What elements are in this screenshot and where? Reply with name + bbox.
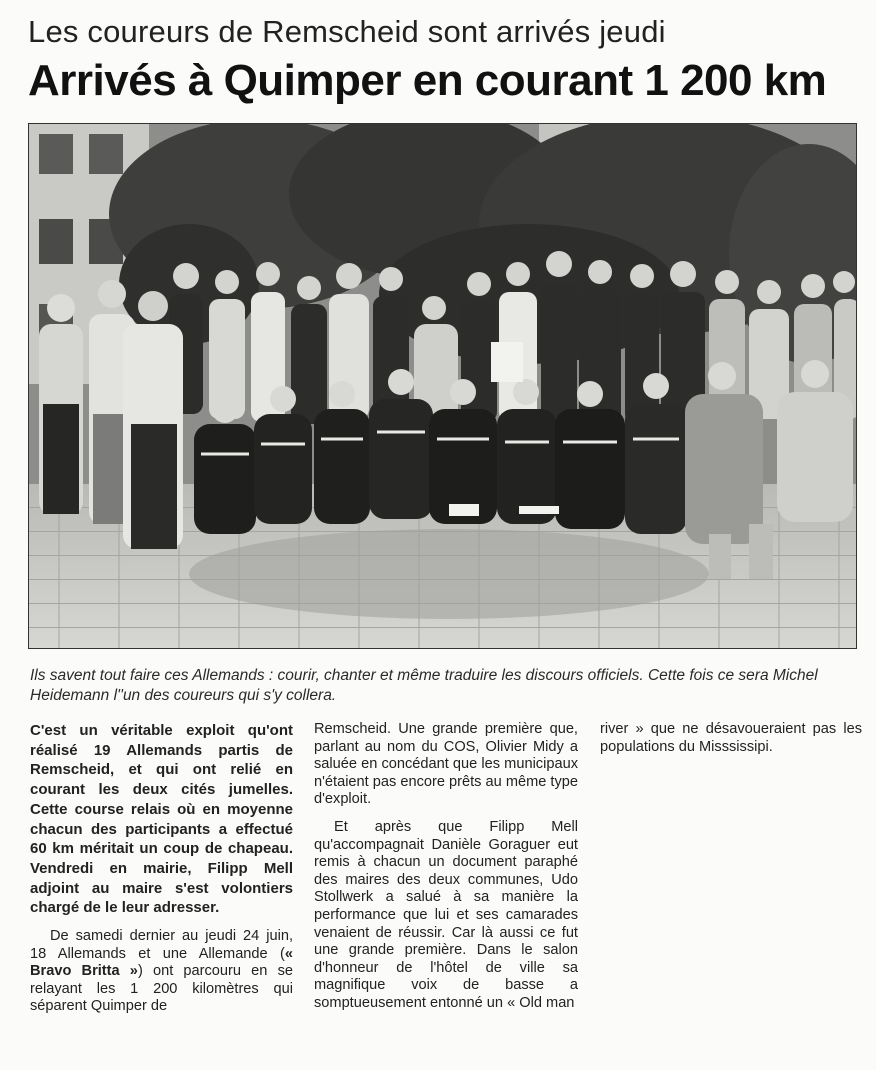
bravo-britta: « Bravo Britta »	[30, 945, 293, 980]
col2-continuation: Remscheid. Une grande première que, parlant au nom du COS, Olivier Midy a saluée en concédant que les municipaux n'étaient pas encore prêts au même type d'exploit.	[314, 721, 579, 808]
lead-paragraph: C'est un véritable exploit qu'ont réalisé 19 Allemands partis de Remscheid, et qui ont relié en courant les deux cités jumelles. Cette course relais où en moyenne chacun des participants a effectué 60 km méritait un coup de chapeau. Vendredi en mairie, Filipp Mell adjoint au maire s'est volontiers chargé de le leur adresser.	[30, 722, 293, 917]
column-3	[600, 721, 862, 756]
group-photo	[28, 123, 857, 649]
para1-start: De samedi dernier au jeudi 24 juin, 18 Allemands et une Allemande (	[30, 928, 293, 962]
para1-end: ) ont parcouru en se relayant les 1 200 kilomètres qui séparent Quimper de	[30, 963, 293, 1015]
kicker: Les coureurs de Remscheid sont arrivés jeudi	[28, 14, 666, 49]
body-paragraph-1	[30, 928, 293, 1016]
photo-caption: Ils savent tout faire ces Allemands : courir, chanter et même traduire les discours officiels. Cette fois ce sera Michel Heidemann l''un des coureurs qui s'y collera.	[30, 667, 818, 704]
headline: Arrivés à Quimper en courant 1 200 km	[28, 56, 827, 105]
column-1	[30, 721, 293, 1016]
column-2	[314, 721, 578, 1013]
col3-continuation: river » que ne désavoueraient pas les populations du Misssissipi.	[600, 721, 862, 755]
body-paragraph-2: Et après que Filipp Mell qu'accompagnait Danièle Goraguer eut remis à chacun un document paraphé des maires des deux communes, Udo Stollwerk a salué à sa manière la performance que lui et ses camarades venaient de réussir. Car là aussi ce fut une grande première. Dans le salon d'honneur de l'hôtel de ville sa magnifique voix de basse a somptueusement entonné un « Old man	[314, 818, 578, 1011]
